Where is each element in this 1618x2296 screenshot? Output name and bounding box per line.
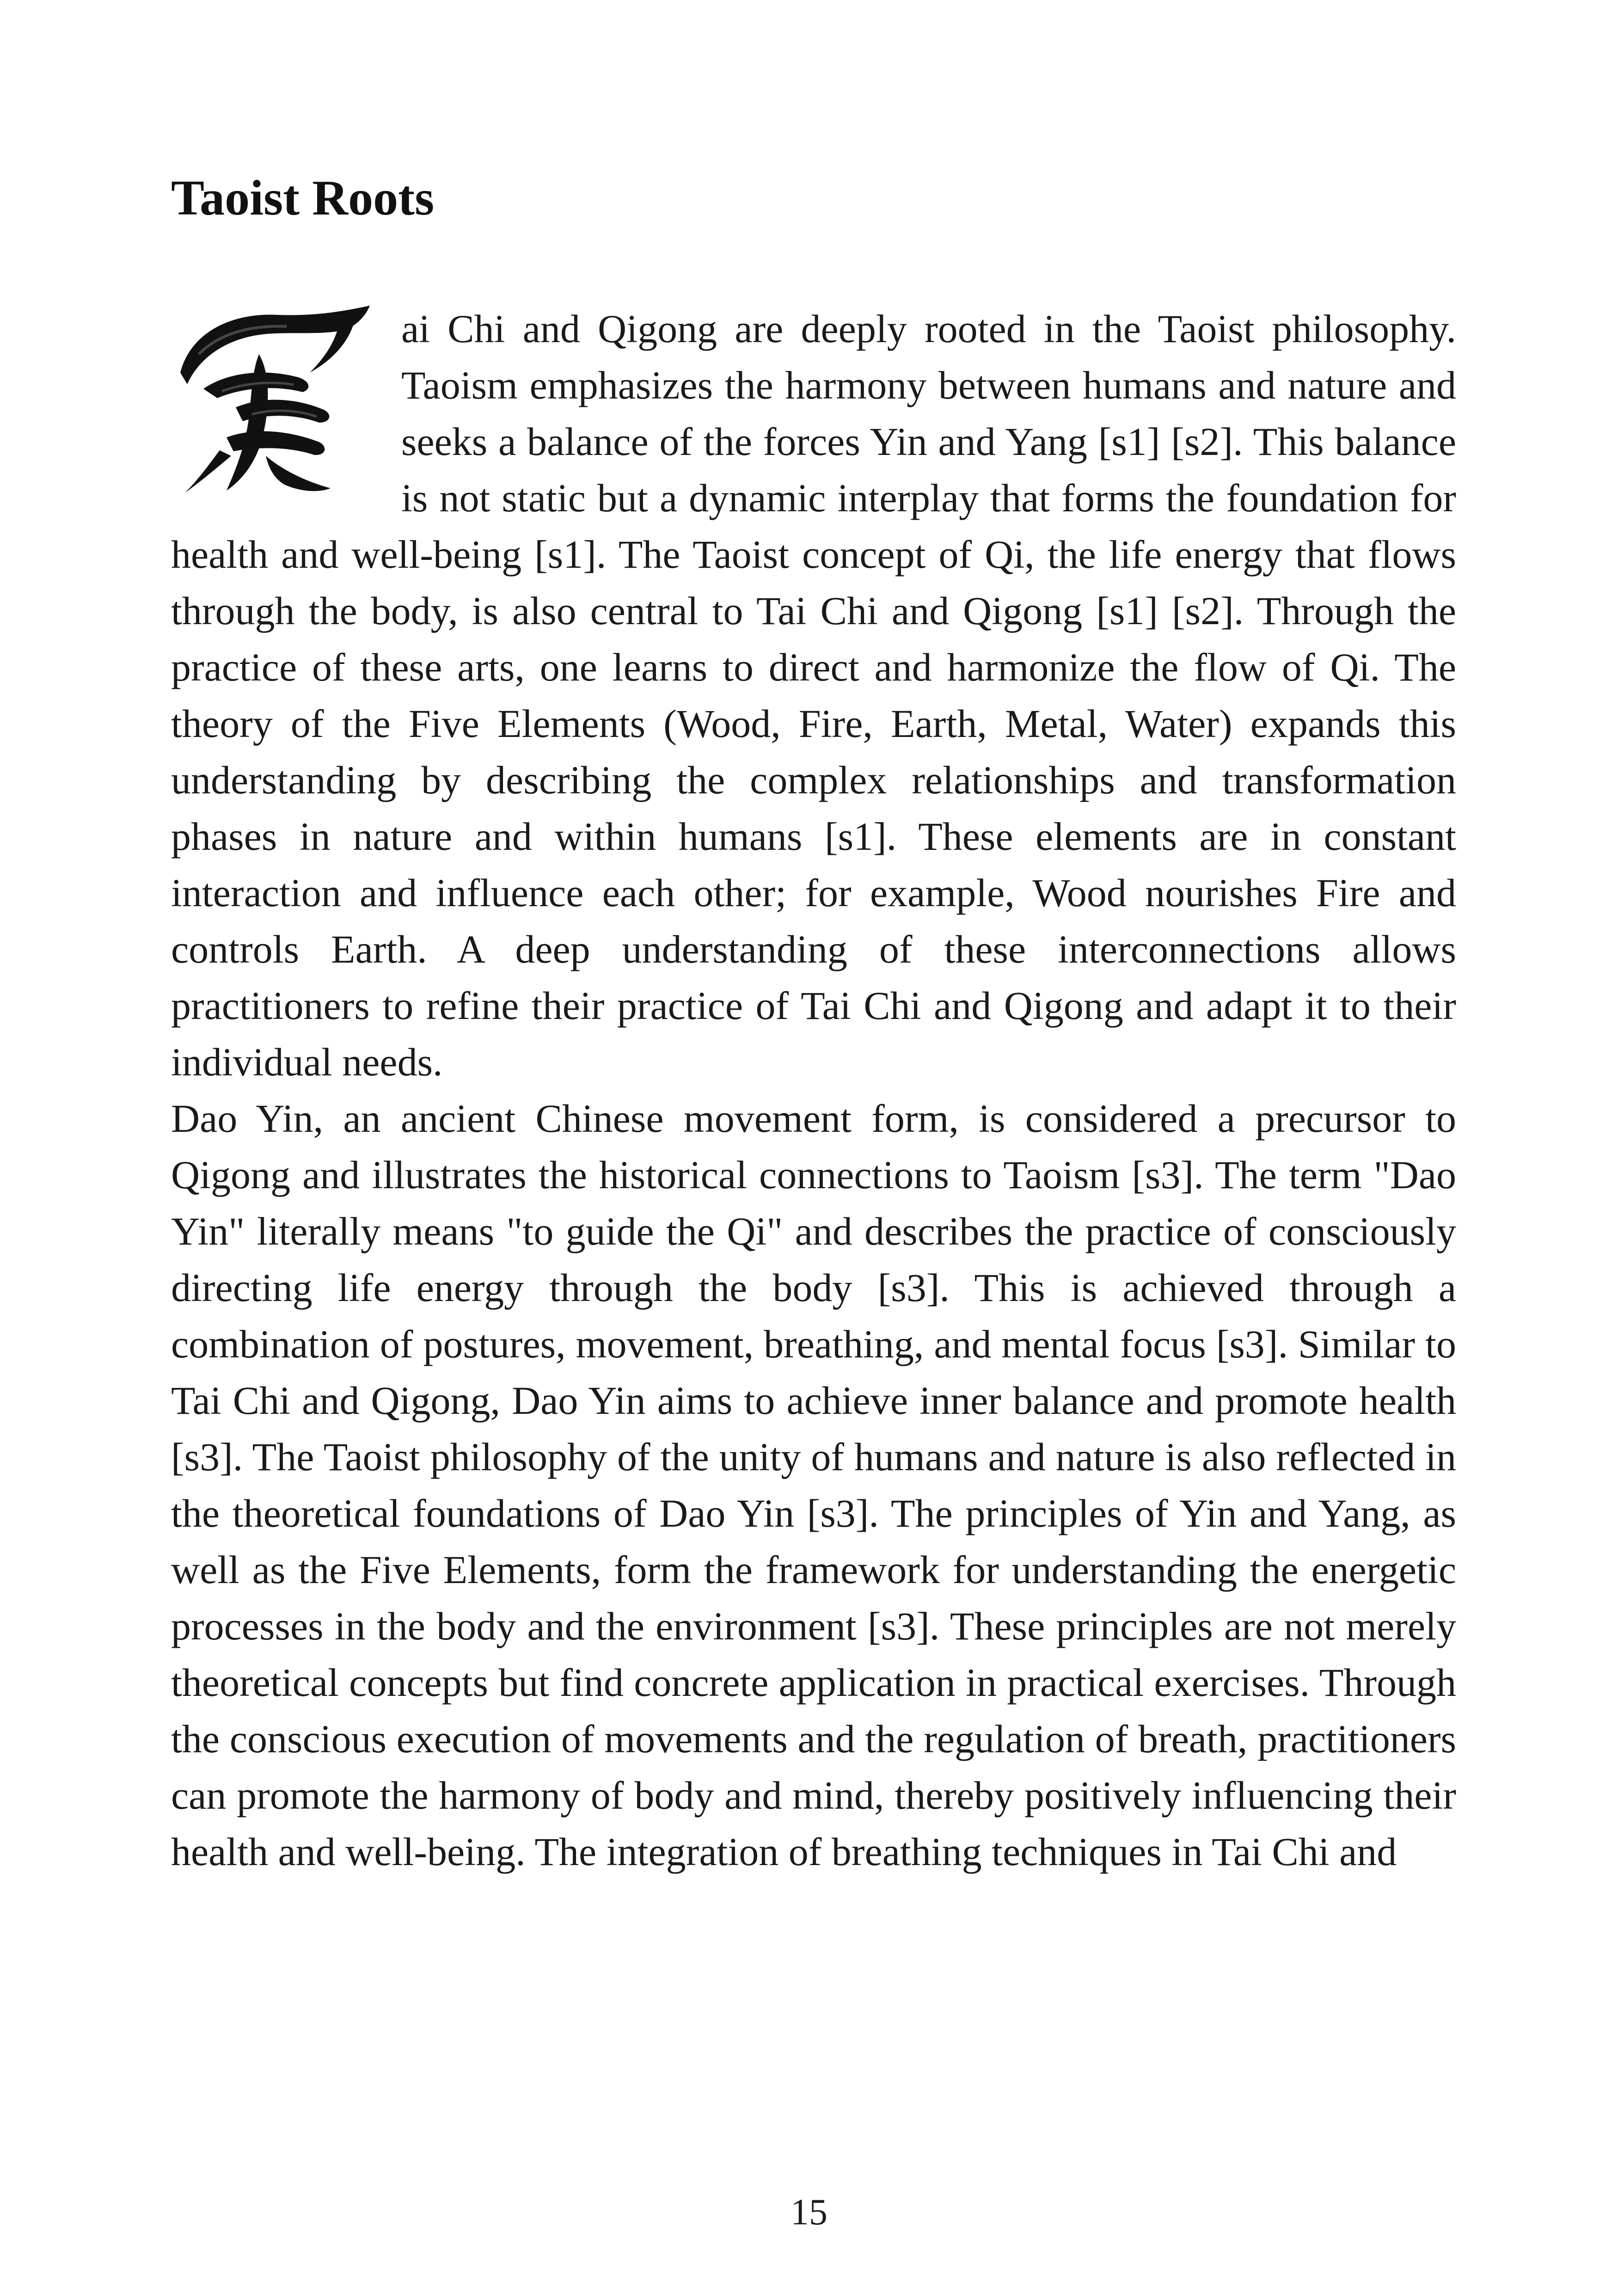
section-heading: Taoist Roots	[171, 171, 435, 226]
paragraph-1	[171, 301, 1456, 1090]
paragraph-1-text: ai Chi and Qigong are deeply rooted in the Taoist philosophy. Taoism emphasizes the harmony between humans and nature and seeks a balance of the forces Yin and Yang [s1] [s2]. This balance is not static but a dynamic interplay that forms the foundation for health and well-being [s1]. The Taoist concept of Qi, the life energy that flows through the body, is also central to Tai Chi and Qigong [s1] [s2]. Through the practice of these arts, one learns to direct and harmonize the flow of Qi. The theory of the Five Elements (Wood, Fire, Earth, Metal, Water) expands this understanding by describing the complex relationships and transformation phases in nature and within humans [s1]. These elements are in constant interaction and influence each other; for example, Wood nourishes Fire and controls Earth. A deep understanding of these interconnections allows practitioners to refine their practice of Tai Chi and Qigong and adapt it to their individual needs.	[171, 307, 1456, 1084]
dropcap-calligraphy-icon	[171, 303, 379, 497]
body-text	[171, 301, 1456, 1880]
paragraph-2: Dao Yin, an ancient Chinese movement form, is considered a precursor to Qigong and illustrates the historical connections to Taoism [s3]. The term "Dao Yin" literally means "to guide the Qi" and describes the practice of consciously directing life energy through the body [s3]. This is achieved through a combination of postures, movement, breathing, and mental focus [s3]. Similar to Tai Chi and Qigong, Dao Yin aims to achieve inner balance and promote health [s3]. The Taoist philosophy of the unity of humans and nature is also reflected in the theoretical foundations of Dao Yin [s3]. The principles of Yin and Yang, as well as the Five Elements, form the framework for understanding the energetic processes in the body and the environment [s3]. These principles are not merely theoretical concepts but find concrete application in practical exercises. Through the conscious execution of movements and the regulation of breath, practitioners can promote the harmony of body and mind, thereby positively influencing their health and well-being. The integration of breathing techniques in Tai Chi and	[171, 1096, 1456, 1874]
page-number: 15	[791, 2192, 827, 2233]
decorative-dropcap-t	[171, 303, 379, 497]
